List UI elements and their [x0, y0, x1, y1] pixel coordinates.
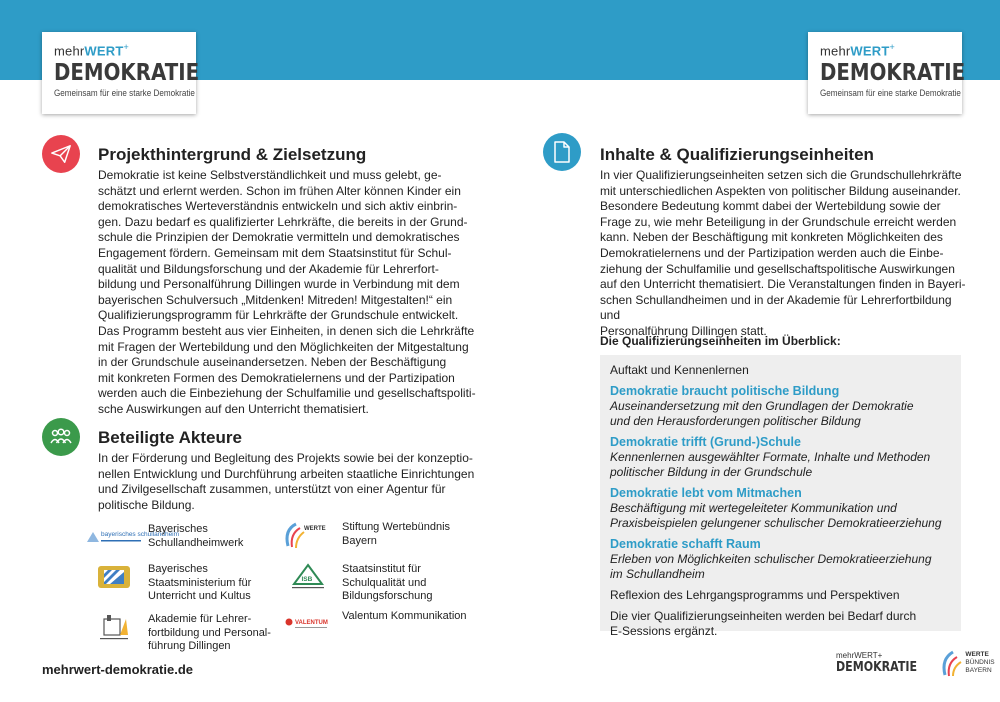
units-note-line: E-Sessions ergänzt. — [610, 624, 718, 638]
logo-subtitle: Gemeinsam für eine starke Demokratie — [54, 88, 195, 99]
text-line: bildung und Personalführung Dillingen wurde in Verbindung mit dem — [98, 277, 460, 292]
text-line: Frage zu, wie mehr Beteiligung in der Grundschule erreicht werden — [600, 214, 957, 229]
partner-staatsministerium — [84, 563, 251, 604]
bavarian-coat-of-arms-logo — [84, 563, 144, 591]
logo-prefix: mehr — [54, 43, 85, 59]
text-line: schen Schullandheimen und in der Akademie für Lehrerfortbildung und — [600, 292, 952, 323]
section-title-background: Projekthintergrund & Zielsetzung — [98, 145, 367, 164]
unit-desc-line: und den Herausforderungen politischer Bildung — [610, 414, 861, 428]
unit-title: Demokratie braucht politische Bildung — [610, 384, 840, 398]
text-line: Personalführung Dillingen statt. — [600, 323, 767, 338]
partner-name-line: Staatsinstitut für — [342, 563, 421, 575]
text-line: Besondere Bedeutung kommt dabei der Wertebildung sowie der — [600, 199, 941, 214]
werte-mini-logo — [941, 649, 994, 677]
units-overview-box — [600, 355, 961, 638]
logo-top-line — [820, 40, 952, 58]
partner-name — [342, 563, 433, 604]
partner-name-line: Valentum Kommunikation — [342, 610, 467, 622]
text-line: Engagement fördern. Gemeinsam mit dem Staatsinstitut für Schul- — [98, 245, 452, 260]
text-line: qualität und Bildungsforschung und der Akademie für Lehrerfort- — [98, 261, 439, 276]
text-line: schätzt und erlernt werden. Schon im frühen Alter können Kinder ein — [98, 183, 461, 198]
text-line: demokratisches Werteverständnis entwickeln und sich aktiv einbrin- — [98, 199, 458, 214]
unit-desc — [610, 501, 951, 531]
section-text-background — [98, 168, 488, 418]
text-line: kann. Neben der Beschäftigung mit konkreten Möglichkeiten des — [600, 230, 943, 245]
unit-desc-line: Kennenlernen ausgewählter Formate, Inhalte und Methoden — [610, 450, 931, 464]
unit-desc-line: politischer Bildung in der Grundschule — [610, 465, 813, 479]
mehrwert-mini-logo — [836, 651, 931, 675]
unit-desc — [610, 450, 951, 480]
isb-logo — [278, 563, 338, 591]
partner-schullandheimwerk — [84, 523, 243, 551]
text-line: mit Fragen der Wertebildung und den Möglichkeiten der Mitgestaltung — [98, 339, 469, 354]
text-line: politische Bildung. — [98, 497, 195, 512]
people-group-icon — [42, 418, 80, 456]
unit-title: Demokratie schafft Raum — [610, 537, 761, 551]
text-line: In vier Qualifizierungseinheiten setzen sich die Grundschullehrkräfte — [600, 168, 962, 182]
text-line: sche Auswirkungen auf den Unterricht thematisiert. — [98, 401, 369, 416]
unit-title: Demokratie lebt vom Mitmachen — [610, 486, 802, 500]
partner-name-line: Unterricht und Kultus — [148, 590, 251, 602]
partner-name-line: Staatsministerium für — [148, 576, 252, 589]
partner-name — [148, 523, 243, 550]
text-line: gen. Dazu bedarf es qualifizierter Lehrkräfte, die bereits in der Grund- — [98, 214, 468, 229]
unit-desc-line: Erleben von Möglichkeiten schulischer Demokratieerziehung — [610, 552, 932, 566]
partner-name-line: Bayerisches — [148, 523, 208, 535]
partner-name — [342, 610, 467, 624]
logo-accent: WERT — [84, 43, 124, 59]
text-line: Demokratie ist keine Selbstverständlichkeit und muss gelebt, ge- — [98, 168, 442, 182]
logo-accent: WERT — [850, 43, 890, 59]
text-line: Qualifizierungsprogramm für Lehrkräfte der Grundschule entwickelt. — [98, 308, 459, 323]
unit-title: Demokratie trifft (Grund-)Schule — [610, 435, 801, 449]
paper-plane-icon — [42, 135, 80, 173]
valentum-logo — [278, 610, 338, 638]
mehrwert-demokratie-logo-left — [42, 32, 200, 114]
partner-name-line: Bildungsforschung — [342, 590, 433, 602]
logo-prefix: mehr — [820, 43, 851, 59]
partner-name-line: Schulqualität und — [342, 576, 427, 589]
section-title-contents: Inhalte & Qualifizierungseinheiten — [600, 145, 874, 164]
footer-url[interactable]: mehrwert-demokratie.de — [42, 662, 193, 677]
unit-desc-line: Beschäftigung mit wertegeleiteter Kommunikation und — [610, 501, 897, 515]
text-line: schule die Prinzipien der Demokratie vermitteln und demokratisches — [98, 230, 460, 245]
partner-wertebuendnis — [278, 521, 450, 549]
partner-name-line: Stiftung Wertebündnis — [342, 521, 451, 533]
svg-text:bayerisches schullandheim: bayerisches schullandheim — [101, 531, 180, 538]
logo-top-line — [54, 40, 186, 58]
logo-main-text: DEMOKRATIE — [820, 60, 966, 87]
unit-desc-line: Auseinandersetzung mit den Grundlagen der Demokratie — [610, 399, 914, 413]
text-line: bayerischen Schulversuch „Mitdenken! Mitreden! Mitgestalten!“ ein — [98, 292, 453, 307]
partner-name-line: führung Dillingen — [148, 640, 231, 652]
text-line: mit unterschiedlichen Aspekten von politischer Bildung auseinander. — [600, 183, 961, 198]
footer-logos — [836, 638, 995, 688]
partner-name — [148, 563, 251, 604]
svg-text:WERTE: WERTE — [304, 526, 326, 532]
partner-name-line: Bayerisches — [148, 563, 208, 575]
document-icon — [543, 133, 581, 171]
section-title-actors: Beteiligte Akteure — [98, 428, 242, 447]
logo-subtitle: Gemeinsam für eine starke Demokratie — [820, 88, 961, 99]
unit-desc-line: im Schullandheim — [610, 567, 705, 581]
unit-desc — [610, 552, 951, 582]
units-note — [610, 609, 951, 639]
mini-werte-sub: BÜNDNIS BAYERN — [965, 659, 995, 674]
section-text-contents — [600, 168, 970, 340]
unit-outro: Reflexion des Lehrgangsprogramms und Perspektiven — [610, 588, 900, 602]
text-line: Das Programm besteht aus vier Einheiten, in denen sich die Lehrkräfte — [98, 323, 475, 338]
bayerisches-schullandheimwerk-logo — [84, 523, 180, 551]
mehrwert-demokratie-logo-right — [808, 32, 966, 114]
text-line: nellen Entwicklung und Durchführung arbeiten staatliche Einrichtungen — [98, 466, 475, 481]
partner-name-line: fortbildung und Personal- — [148, 626, 271, 639]
partner-name — [342, 521, 450, 548]
svg-text:VALENTUM: VALENTUM — [295, 620, 328, 626]
akademie-dillingen-logo — [84, 613, 144, 641]
svg-text:ISB: ISB — [301, 576, 313, 583]
partner-name-line: Akademie für Lehrer- — [148, 613, 252, 625]
partner-isb — [278, 563, 433, 604]
text-line: Demokratielernens und der Partizipation werden auch die Einbe- — [600, 245, 944, 260]
text-line: In der Förderung und Begleitung des Projekts sowie bei der konzeptio- — [98, 451, 473, 465]
section-text-actors — [98, 451, 488, 513]
text-line: in der Grundschule auseinandersetzen. Neben der Beschäftigung — [98, 355, 447, 370]
partner-name-line: Schullandheimwerk — [148, 536, 244, 549]
mini-logo-main: DEMOKRATIE — [836, 660, 918, 675]
logo-main-text: DEMOKRATIE — [54, 60, 200, 87]
overview-heading: Die Qualifizierungseinheiten im Überblick: — [600, 334, 841, 348]
text-line: auf den Unterricht thematisiert. Die Veranstaltungen finden in Bayeri- — [600, 277, 966, 292]
text-line: ziehung der Schulfamilie und gesellschaftspolitische Auswirkungen — [600, 261, 955, 276]
mini-logo-top: mehrWERT+ — [836, 651, 883, 660]
partner-akademie-dillingen — [84, 613, 271, 654]
units-note-line: Die vier Qualifizierungseinheiten werden bei Bedarf durch — [610, 609, 917, 623]
text-line: mit konkreten Formen des Demokratielernens und der Partizipation — [98, 370, 455, 385]
unit-desc-line: Praxisbeispielen gelungener schulischer Demokratieerziehung — [610, 516, 942, 530]
partner-name — [148, 613, 271, 654]
unit-intro: Auftakt und Kennenlernen — [610, 363, 749, 377]
unit-desc — [610, 399, 951, 429]
text-line: und Zivilgesellschaft zusammen, unterstützt von einer Agentur für — [98, 482, 446, 497]
logo-plus: + — [889, 42, 895, 52]
werte-buendnis-logo — [278, 521, 338, 549]
logo-plus: + — [123, 42, 129, 52]
partner-valentum — [278, 610, 467, 638]
partner-list — [98, 518, 478, 658]
partner-name-line: Bayern — [342, 534, 377, 547]
text-line: werden auch die Einbeziehung der Schulfamilie und gesellschaftspoliti- — [98, 386, 476, 401]
mini-werte-label: WERTE — [965, 651, 989, 658]
